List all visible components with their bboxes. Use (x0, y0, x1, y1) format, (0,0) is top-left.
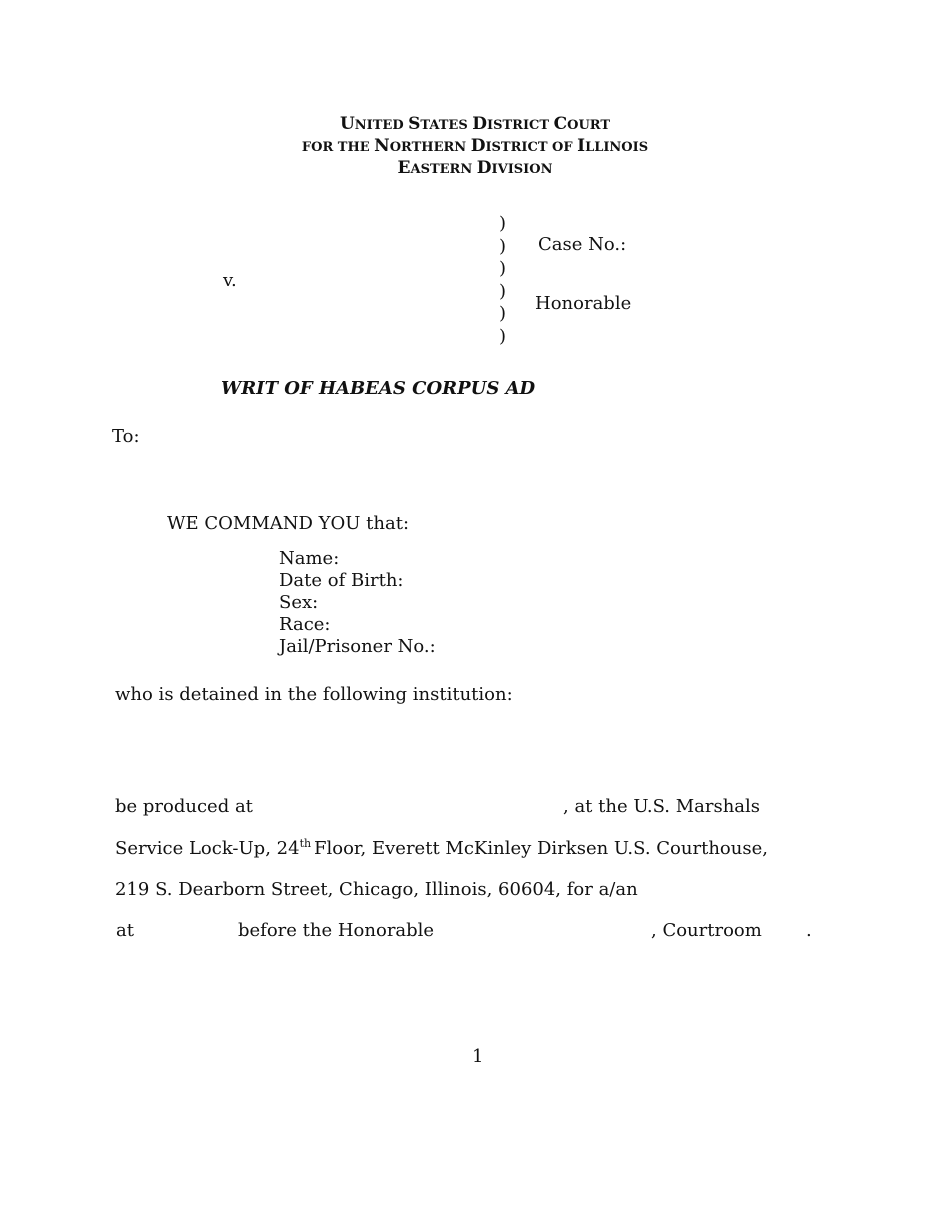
marshals-text: , at the U.S. Marshals (563, 796, 761, 817)
courtroom-text: , Courtroom (651, 920, 762, 941)
field-name-label: Name: (279, 548, 340, 569)
courthouse-text: Floor, Everett McKinley Dirksen U.S. Courthouse, (314, 838, 768, 859)
division-line: EASTERN DIVISION (397, 158, 553, 178)
lockup-line (115, 838, 311, 860)
page-number: 1 (472, 1046, 484, 1067)
caption-paren: ) (499, 303, 507, 324)
district-line: FOR THE NORTHERN DISTRICT OF ILLINOIS (301, 136, 649, 156)
to-label: To: (112, 426, 140, 447)
caption-paren: ) (499, 235, 507, 257)
command-text: WE COMMAND YOU that: (167, 513, 410, 534)
field-sex-label: Sex: (279, 592, 319, 613)
caption-paren: ) (499, 258, 507, 279)
judge-label: Honorable (535, 293, 632, 314)
at-text: at (116, 920, 134, 941)
field-prisoner-no-label: Jail/Prisoner No.: (279, 636, 436, 657)
lockup-text: Service Lock-Up, 24 (115, 838, 300, 859)
field-race-label: Race: (279, 614, 331, 635)
produced-at-text: be produced at (115, 796, 253, 817)
detained-text: who is detained in the following institution: (115, 684, 513, 705)
document-title: WRIT OF HABEAS CORPUS AD (221, 378, 536, 399)
caption-paren: ) (499, 280, 507, 302)
before-honorable-text: before the Honorable (238, 920, 435, 941)
floor-superscript: th (299, 837, 312, 850)
address-text: 219 S. Dearborn Street, Chicago, Illinois, 60604, for a/an (115, 879, 638, 900)
case-number-label: Case No.: (538, 234, 627, 255)
field-dob-label: Date of Birth: (279, 570, 404, 591)
period-mark: . (806, 920, 812, 941)
versus-label: v. (223, 270, 237, 291)
caption-paren: ) (499, 325, 507, 347)
court-name-line: UNITED STATES DISTRICT COURT (339, 114, 611, 134)
caption-paren: ) (499, 213, 507, 234)
